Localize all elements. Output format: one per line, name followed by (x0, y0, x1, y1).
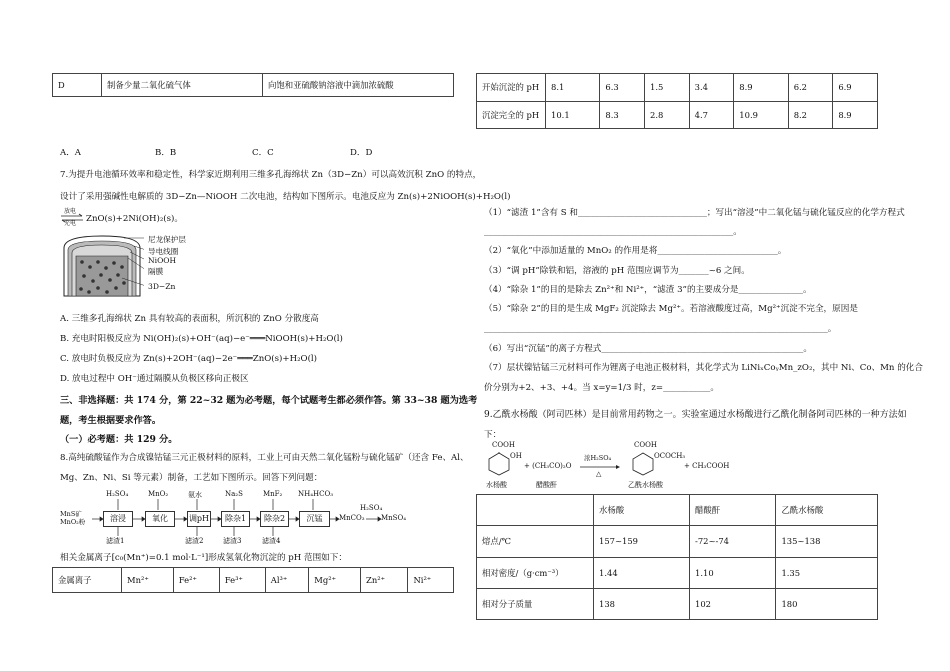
row-label: 熔点/℃ (477, 526, 594, 557)
q7-option-c: C. 放电时负极反应为 Zn(s)+2OH⁻(aq)−2e⁻═══ZnO(s)+H₂O(l) (60, 354, 318, 364)
arrow-label-charge: 充电 (64, 220, 77, 227)
ph-cell: 3.4 (689, 74, 734, 102)
process-flowchart (60, 490, 420, 546)
ph-start-label: 开始沉淀的 pH (477, 74, 546, 102)
ion-mg: Mg²⁺ (309, 568, 361, 593)
step-oxidize: 氧化 (145, 511, 175, 527)
q7-option-a: A. 三维多孔海绵状 Zn 具有较高的表面积，所沉积的 ZnO 分散度高 (60, 314, 319, 324)
step-impurity1: 除杂1 (221, 511, 250, 527)
answer-d: D．D (350, 148, 373, 158)
reaction-heat: △ (596, 470, 602, 478)
q8-part7: （7）层状镍钴锰三元材料可作为锂离子电池正极材料，其化学式为 LiNiₓCoᵧMn_zO₂，其中 Ni、Co、Mn 的化合 (484, 363, 923, 373)
row-label: 相对密度/（g·cm⁻³） (477, 557, 594, 588)
salicylic-oh: OH (510, 452, 522, 460)
table-cell: 1.10 (690, 557, 776, 588)
battery-cross-section-icon (60, 234, 144, 298)
q8-part7-line2: 价分别为+2、+3、+4。当 x=y=1/3 时，z=___________。 (484, 383, 719, 393)
ion-ni: Ni²⁺ (408, 568, 454, 593)
step-impurity2: 除杂2 (260, 511, 289, 527)
reaction-arrow (60, 208, 84, 227)
reaction-plus2: + CH₃COOH (684, 462, 730, 470)
q8-part1: （1）“滤渣 1”含有 S 和______________________________；写出“溶浸”中二氧化锰与硫化锰反应的化学方程式 (484, 208, 905, 218)
ion-mn: Mn²⁺ (122, 568, 174, 593)
q8-part6: （6）写出“沉锰”的离子方程式_______________________________________________。 (484, 344, 812, 354)
q7-option-b: B. 充电时阳极反应为 Ni(OH)₂(s)+OH⁻(aq)−e⁻═══NiOOH(s)+H₂O(l) (60, 334, 343, 344)
row-label: 相对分子质量 (477, 588, 594, 619)
table-header: 醋酸酐 (690, 495, 776, 526)
ph-cell: 8.1 (546, 74, 600, 102)
label-separator: 隔膜 (148, 267, 164, 276)
ion-al: Al³⁺ (265, 568, 309, 593)
table-header-blank (477, 495, 594, 526)
q7-line1: 7.为提升电池循环效率和稳定性，科学家近期利用三维多孔海绵状 Zn（3D−Zn）可以高效沉积 ZnO 的特点， (60, 170, 482, 180)
reagent-nh4hco3: NH₄HCO₃ (298, 490, 334, 498)
residue-3: 滤渣3 (223, 537, 242, 545)
table-cell: 138 (594, 588, 690, 619)
reagent-h2so4: H₂SO₄ (106, 490, 129, 498)
ion-header-label: 金属离子 (53, 568, 122, 593)
q8-part1-line2: __________________________________________________________。 (484, 227, 742, 237)
q8-part5-line2: ________________________________________________________________________________。 (484, 324, 837, 334)
answer-b: B．B (155, 148, 177, 158)
reaction-catalyst: 浓H₂SO₄ (584, 454, 612, 462)
q7-option-d: D. 放电过程中 OH⁻通过隔膜从负极区移向正极区 (60, 374, 249, 384)
ph-cell: 2.8 (645, 101, 690, 129)
step-precipitate-mn: 沉锰 (299, 511, 330, 527)
benzene-ring-product-icon (632, 452, 654, 476)
table-row (477, 588, 878, 619)
flow-input: MnS矿 MnO₂粉 (60, 510, 86, 526)
ph-cell: 1.5 (645, 74, 690, 102)
reaction-plus1: + (CH₃CO)₂O (524, 462, 572, 470)
section3-heading-line1: 三、非选择题：共 174 分，第 22~32 题为必考题，每个试题考生都必须作答。第 33~38 题为选考 (60, 395, 478, 406)
table-cell: 1.35 (776, 557, 878, 588)
ion-header-table (52, 567, 454, 593)
q9-line1: 9.乙酰水杨酸（阿司匹林）是目前常用药物之一。实验室通过水杨酸进行乙酰化制备阿司匹林的一种方法如 (484, 410, 907, 420)
q7-line2: 设计了采用强碱性电解质的 3D−Zn—NiOOH 二次电池，结构如下图所示。电池反应为 Zn(s)+2NiOOH(s)+H₂O(l) (60, 192, 511, 202)
ph-cell: 10.1 (546, 101, 600, 129)
option-d-purpose: 制备少量二氧化硫气体 (102, 74, 263, 97)
ph-cell: 4.7 (689, 101, 734, 129)
ion-fe2: Fe²⁺ (173, 568, 219, 593)
table-cell: 180 (776, 588, 878, 619)
table-row (477, 101, 878, 129)
ph-cell: 8.9 (734, 74, 788, 102)
ph-complete-label: 沉淀完全的 pH (477, 101, 546, 129)
residue-2: 滤渣2 (185, 537, 204, 545)
table-cell: 157~159 (594, 526, 690, 557)
table-row (477, 495, 878, 526)
q8-part5: （5）“除杂 2”的目的是生成 MgF₂ 沉淀除去 Mg²⁺。若溶液酸度过高，Mg²⁺沉淀不完全，原因是 (484, 304, 858, 314)
q7-line3: ZnO(s)+2Ni(OH)₂(s)。 (86, 214, 184, 224)
label-niooh: NiOOH (148, 256, 177, 265)
reagent-na2s: Na₂S (225, 490, 243, 498)
ion-zn: Zn²⁺ (361, 568, 408, 593)
reagent-mnf2: MnF₂ (263, 490, 283, 498)
ph-cell: 10.9 (734, 101, 788, 129)
table-row (477, 526, 878, 557)
q8-part3: （3）“调 pH”除铁和铝，溶液的 pH 范围应调节为_______~6 之间。 (484, 266, 750, 276)
q8-part4: （4）“除杂 1”的目的是除去 Zn²⁺和 Ni²⁺，“滤渣 3”的主要成分是_______________。 (484, 285, 812, 295)
section3-required: （一）必考题：共 129 分。 (60, 434, 178, 445)
q9-line2: 下： (484, 430, 502, 440)
ph-cell: 8.3 (600, 101, 645, 129)
table-header: 乙酰水杨酸 (776, 495, 878, 526)
ph-cell: 6.3 (600, 74, 645, 102)
reagent-ammonia: 氨水 (188, 491, 202, 499)
reaction-scheme (484, 440, 774, 492)
ph-cell: 6.2 (788, 74, 833, 102)
ph-cell: 6.9 (833, 74, 878, 102)
option-d-table (52, 73, 454, 97)
arrow-label-discharge: 放电 (64, 208, 77, 215)
label-nylon-layer: 尼龙保护层 (148, 235, 186, 244)
residue-4: 滤渣4 (262, 537, 281, 545)
table-header: 水杨酸 (594, 495, 690, 526)
ion-table-intro: 相关金属离子[c₀(Mn⁺)=0.1 mol·L⁻¹]形成氢氧化物沉淀的 pH 范围如下： (60, 553, 347, 563)
table-row (477, 557, 878, 588)
ph-cell: 8.2 (788, 101, 833, 129)
product-ococh3: OCOCH₃ (654, 452, 686, 460)
step-leach: 溶浸 (103, 511, 133, 527)
label-coil: 导电线圈 (148, 247, 179, 256)
q8-line2: Mg、Zn、Ni、Si 等元素）制备，工艺如下图所示。回答下列问题： (60, 473, 323, 483)
option-d-operation: 向饱和亚硫酸钠溶液中滴加浓硫酸 (263, 74, 454, 97)
name-salicylic: 水杨酸 (486, 481, 507, 489)
q8-part2: （2）“氧化”中添加适量的 MnO₂ 的作用是将____________________________。 (484, 246, 787, 256)
q8-line1: 8.高纯硫酸锰作为合成镍钴锰三元正极材料的原料，工业上可由天然二氧化锰粉与硫化锰矿（还含 Fe、Al、 (60, 453, 469, 463)
physical-properties-table (476, 494, 878, 620)
flow-mnso4: MnSO₄ (381, 514, 407, 522)
table-cell: -72~-74 (690, 526, 776, 557)
name-aspirin: 乙酰水杨酸 (628, 481, 663, 489)
section3-heading-line2: 题，考生根据要求作答。 (60, 415, 162, 426)
label-3d-zn: 3D−Zn (148, 282, 176, 291)
table-cell: 135~138 (776, 526, 878, 557)
name-anhydride: 醋酸酐 (536, 481, 557, 489)
step-adjust-ph: 调pH (187, 511, 211, 527)
reagent-mno2: MnO₂ (148, 490, 169, 498)
residue-1: 滤渣1 (106, 537, 125, 545)
ion-fe3: Fe³⁺ (219, 568, 265, 593)
ph-range-table (476, 73, 878, 129)
flow-mnco3: MnCO₃ (339, 514, 365, 522)
table-cell: 102 (690, 588, 776, 619)
table-row (477, 74, 878, 102)
option-d-label: D (53, 74, 102, 97)
product-cooh: COOH (634, 441, 657, 449)
salicylic-cooh: COOH (492, 441, 515, 449)
ph-cell: 8.9 (833, 101, 878, 129)
answer-c: C．C (252, 148, 274, 158)
battery-diagram (60, 234, 230, 300)
answer-a: A．A (60, 148, 82, 158)
benzene-ring-icon (488, 452, 510, 476)
table-cell: 1.44 (594, 557, 690, 588)
reagent-h2so4-final: H₂SO₄ (360, 504, 383, 512)
